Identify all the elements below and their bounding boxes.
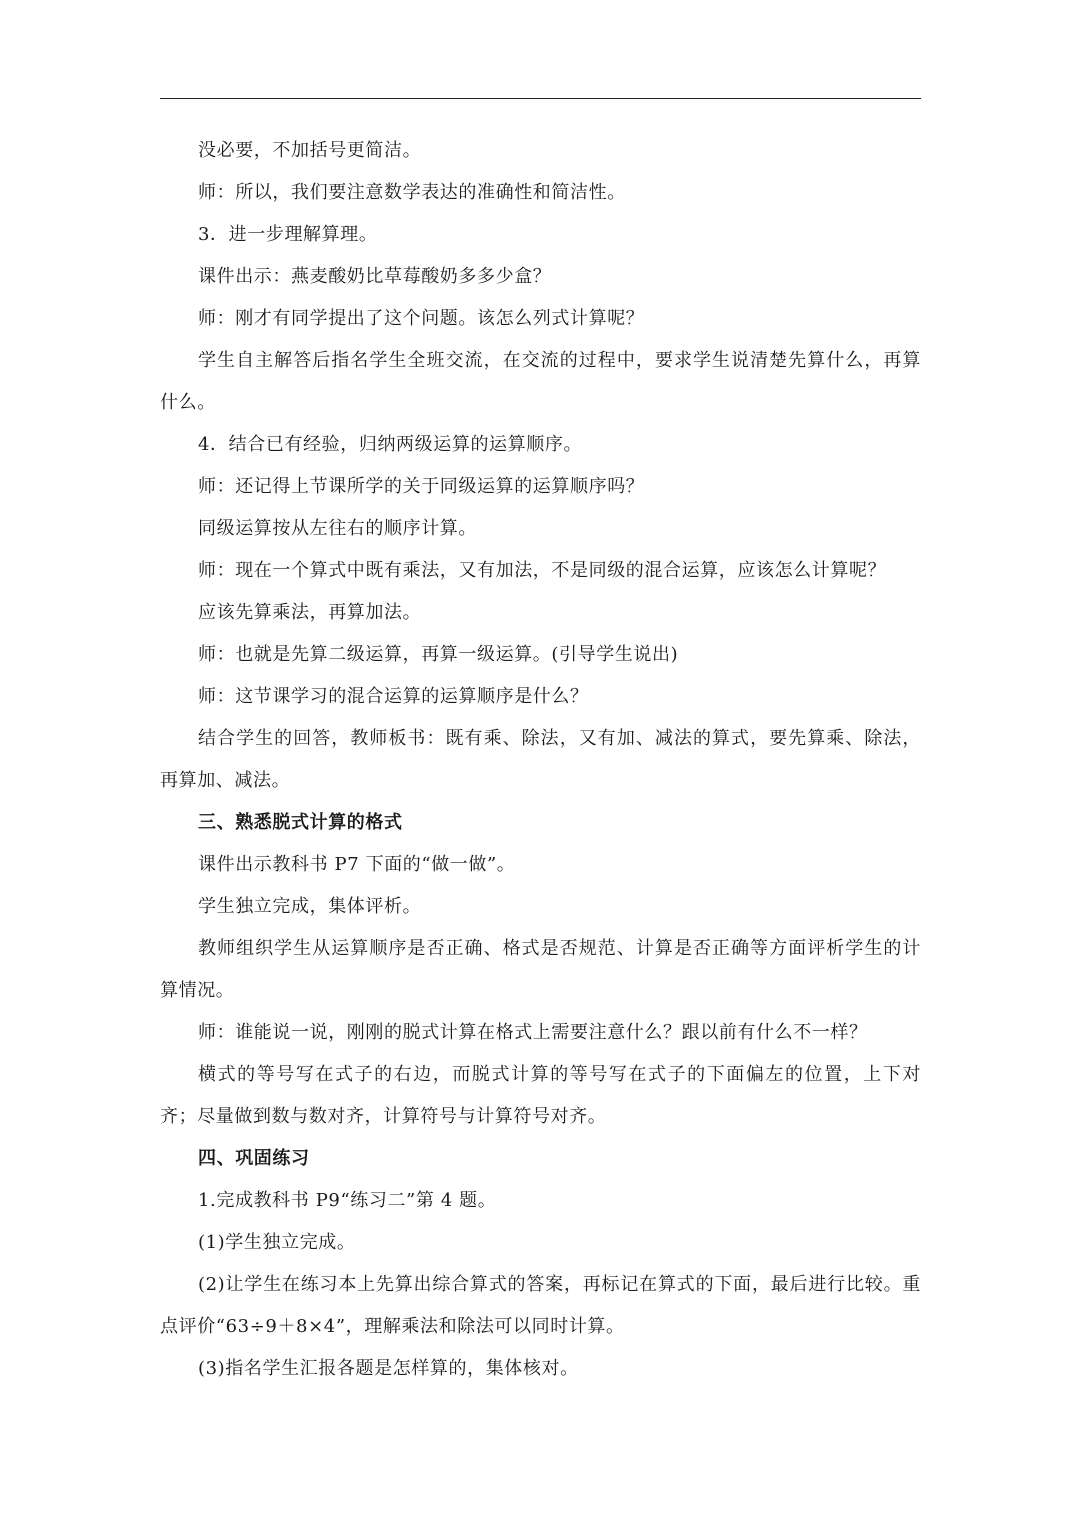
paragraph: 结合学生的回答，教师板书：既有乘、除法，又有加、减法的算式，要先算乘、除法，再算加、减法。: [160, 728, 921, 791]
paragraph: 师：还记得上节课所学的关于同级运算的运算顺序吗？: [198, 476, 645, 497]
paragraph: 学生自主解答后指名学生全班交流，在交流的过程中，要求学生说清楚先算什么，再算什么。: [160, 350, 921, 413]
paragraph: 师：也就是先算二级运算，再算一级运算。(引导学生说出): [198, 644, 679, 665]
header-rule: [160, 98, 921, 99]
paragraph: 没必要，不加括号更简洁。: [198, 140, 422, 161]
section-heading: 三、熟悉脱式计算的格式: [198, 812, 403, 833]
paragraph: (1)学生独立完成。: [198, 1232, 356, 1253]
paragraph: 应该先算乘法，再算加法。: [198, 602, 422, 623]
paragraph: 师：谁能说一说，刚刚的脱式计算在格式上需要注意什么？跟以前有什么不一样？: [198, 1022, 868, 1043]
document-body: [160, 130, 921, 1390]
paragraph: 同级运算按从左往右的顺序计算。: [198, 518, 477, 539]
paragraph: 课件出示：燕麦酸奶比草莓酸奶多多少盒？: [198, 266, 552, 287]
paragraph: 学生独立完成，集体评析。: [198, 896, 422, 917]
paragraph: (2)让学生在练习本上先算出综合算式的答案，再标记在算式的下面，最后进行比较。重点评价“63÷9＋8×4”，理解乘法和除法可以同时计算。: [160, 1274, 921, 1337]
paragraph: 横式的等号写在式子的右边，而脱式计算的等号写在式子的下面偏左的位置，上下对齐；尽量做到数与数对齐，计算符号与计算符号对齐。: [160, 1064, 921, 1127]
paragraph: 课件出示教科书 P7 下面的“做一做”。: [198, 854, 516, 875]
paragraph: 师：现在一个算式中既有乘法，又有加法，不是同级的混合运算，应该怎么计算呢？: [198, 560, 887, 581]
section-heading: 四、巩固练习: [198, 1148, 310, 1169]
paragraph: 师：刚才有同学提出了这个问题。该怎么列式计算呢？: [198, 308, 645, 329]
paragraph: (3)指名学生汇报各题是怎样算的，集体核对。: [198, 1358, 579, 1379]
paragraph: 师：所以，我们要注意数学表达的准确性和简洁性。: [198, 182, 626, 203]
paragraph: 教师组织学生从运算顺序是否正确、格式是否规范、计算是否正确等方面评析学生的计算情况。: [160, 938, 921, 1001]
paragraph: 1.完成教科书 P9“练习二”第 4 题。: [198, 1190, 497, 1211]
paragraph: 3．进一步理解算理。: [198, 224, 378, 245]
paragraph: 4．结合已有经验，归纳两级运算的运算顺序。: [198, 434, 583, 455]
paragraph: 师：这节课学习的混合运算的运算顺序是什么？: [198, 686, 589, 707]
